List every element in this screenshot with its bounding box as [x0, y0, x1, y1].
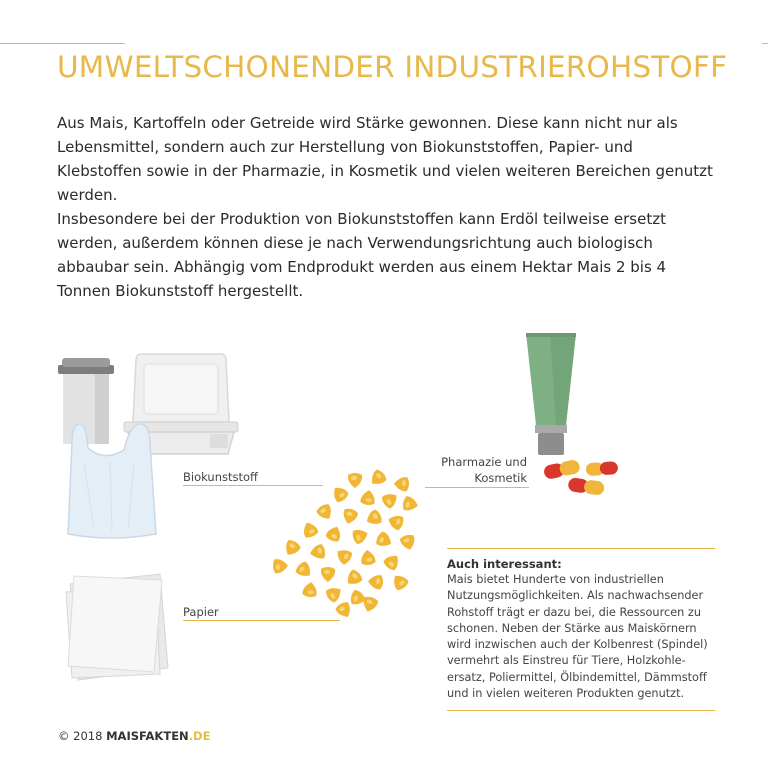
- pharma-label-rule: [425, 487, 529, 488]
- info-box: [447, 556, 709, 702]
- pharma-label-line1: Pharmazie und: [441, 455, 527, 469]
- bioplastic-label-rule: [183, 485, 323, 486]
- capsules-icon: [542, 458, 624, 498]
- paper-sheets-icon: [64, 568, 174, 684]
- info-box-heading: Auch interessant:: [447, 557, 562, 571]
- info-box-bottom-rule: [447, 710, 715, 711]
- corn-kernels-icon: [270, 470, 420, 620]
- info-box-body: Mais bietet Hunderte von industriellen Nutzungsmöglichkeiten. Als nachwachsender Rohstoff trägt er dazu bei, die Ressourcen zu schonen. Neben der Stärke aus Maiskörnern wird inzwischen auch der Kolbenrest (Spindel) vermehrt als Einstreu für Tiere, Holzkohle-ersatz, Poliermittel, Ölbindemittel, Dämmstoff und in vielen weiteren Produkten genutzt.: [447, 573, 708, 701]
- header-rule: [0, 43, 125, 44]
- paper-label-rule: [183, 620, 340, 621]
- footer-copyright: © 2018: [58, 729, 103, 743]
- footer: [58, 729, 210, 743]
- intro-paragraph: Aus Mais, Kartoffeln oder Getreide wird Stärke gewonnen. Diese kann nicht nur als Lebensmittel, sondern auch zur Herstellung von Biokunststoffen, Papier- und Klebstoffen sowie in der Pharmazie, in Kosmetik und vielen weiteren Bereichen genutzt werden.: [57, 114, 713, 204]
- paper-label: Papier: [183, 605, 219, 619]
- footer-tld: .DE: [188, 729, 211, 743]
- pharma-label-line2: Kosmetik: [474, 471, 527, 485]
- footer-brand: MAISFAKTEN: [106, 729, 189, 743]
- info-box-top-rule: [447, 548, 715, 549]
- cream-tube-icon: [526, 333, 576, 457]
- bioplastic-label: Biokunststoff: [183, 470, 258, 484]
- plastic-bag-icon: [64, 424, 158, 540]
- corner-rule: [762, 43, 768, 44]
- bioplastic-paragraph: Insbesondere bei der Produktion von Biokunststoffen kann Erdöl teilweise ersetzt werden, außerdem können diese je nach Verwendungsrichtung auch biologisch abbaubar sein. Abhängig vom Endprodukt werden aus einem Hektar Mais 2 bis 4 Tonnen Biokunststoff hergestellt.: [57, 210, 667, 300]
- page-title: UMWELTSCHONENDER INDUSTRIEROHSTOFF: [57, 50, 728, 84]
